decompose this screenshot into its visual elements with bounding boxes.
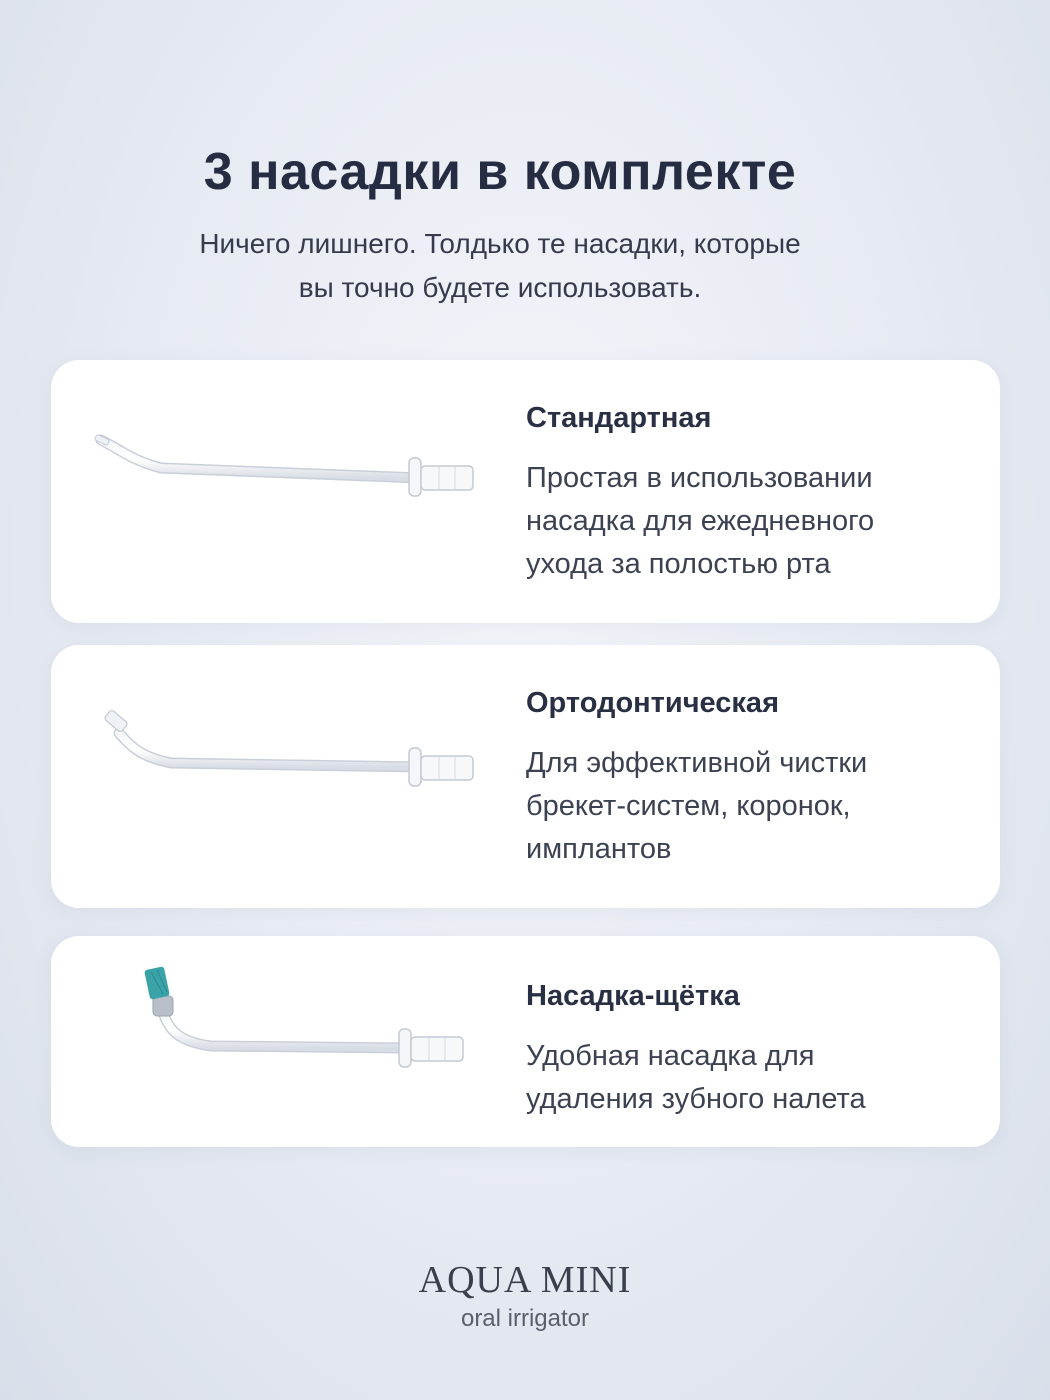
- subtitle-text: Ничего лишнего. Толдько те насадки, которые вы точно будете использовать.: [199, 228, 801, 303]
- nozzle-card-standard: [51, 360, 1000, 623]
- brush-nozzle-icon: [91, 954, 491, 1074]
- nozzle-card-brush: [51, 936, 1000, 1147]
- standard-nozzle-icon: [91, 410, 491, 520]
- nozzle-card-orthodontic: [51, 645, 1000, 908]
- card-text: [526, 402, 976, 586]
- card-description: Удобная насадка для удаления зубного налета: [526, 1040, 866, 1115]
- card-description: Для эффективной чистки брекет-систем, коронок, имплантов: [526, 747, 868, 865]
- card-text: [526, 980, 976, 1121]
- brand-name: AQUA MINI: [418, 1259, 632, 1301]
- card-title: Стандартная: [526, 402, 712, 434]
- page-subtitle: [0, 222, 1000, 310]
- card-title: Насадка-щётка: [526, 980, 740, 1012]
- brand-tagline: oral irrigator: [460, 1305, 590, 1332]
- card-description: Простая в использовании насадка для ежедневного ухода за полостью рта: [526, 462, 875, 580]
- card-title: Ортодонтическая: [526, 687, 779, 719]
- orthodontic-nozzle-icon: [91, 695, 491, 805]
- page-title: 3 насадки в комплекте: [203, 143, 797, 201]
- card-text: [526, 687, 976, 871]
